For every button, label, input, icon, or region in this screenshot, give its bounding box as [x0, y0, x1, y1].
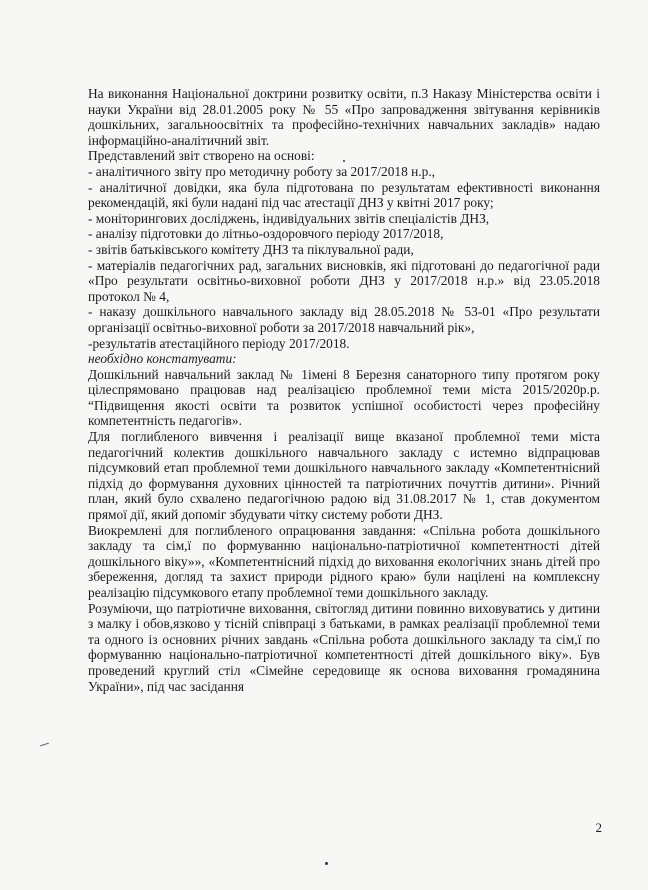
list-item-parent-committee: - звітів батьківського комітету ДНЗ та піклувальної ради,: [88, 241, 414, 257]
paragraph-intro: На виконання Національної доктрини розвитку освіти, п.3 Наказу Міністерства освіти і науки України від 28.01.2005 року № 55 «Про запровадження звітування керівників дошкільних, загальноосвітніх та професійно-технічних навчальних закладів» надаю інформаційно-аналітичний звіт.: [88, 86, 600, 148]
list-item-pedagogical-councils: - матеріалів педагогічних рад, загальних висновків, які підготовані до педагогічної ради «Про результати освітньо-виховної роботи ДНЗ у 2017/2018 н.р.» від 23.05.2018 протокол № 4,: [88, 257, 600, 304]
scan-speck: [325, 862, 328, 865]
page-number: 2: [595, 820, 602, 835]
list-item-attestation: -результатів атестаційного періоду 2017/2018.: [88, 335, 350, 351]
list-item-monitoring: - моніторингових досліджень, індивідуальних звітів спеціалістів ДНЗ,: [88, 210, 490, 226]
paragraph-problem-theme: Для поглибленого вивчення і реалізації вище вказаної проблемної теми міста педагогічний колектив дошкільного навчального закладу с истемно відпрацював підсумковий етап проблемної теми дошкільного навчального закладу «Компетентнісний підхід до формування духовних цінностей та патріотичних почуттів дитини». Річний план, який було схвалено педагогічною радою від 31.08.2017 № 1, став документом прямої дії, який допоміг збудувати чітку систему роботи ДНЗ.: [88, 429, 600, 523]
list-item-methodical-report: - аналітичного звіту про методичну роботу за 2017/2018 н.р.,: [88, 163, 436, 179]
paragraph-patriotic-education: Розуміючи, що патріотичне виховання, світогляд дитини повинно виховуватись у дитини з малку і обов,язково у тісній співпраці з батьками, в рамках реалізації проблемної теми та одного із основних річних завдань «Спільна робота дошкільного закладу та сім,ї по формуванню національно-патріотичної компетентності дітей дошкільного віку». Був проведений круглий стіл «Сімейне середовище як основа виховання громадянина України», під час засідання: [88, 600, 600, 694]
list-item-summer-preparation: - аналізу підготовки до літньо-оздоровчого періоду 2017/2018,: [88, 226, 444, 242]
list-item-order: - наказу дошкільного навчального закладу від 28.05.2018 № 53-01 «Про результати організації освітньо-виховної роботи за 2017/2018 навчальний рік»,: [88, 304, 600, 335]
paragraph-conclusion-heading: необхідно констатувати:: [88, 351, 237, 367]
list-item-analytical-note: - аналітичної довідки, яка була підготована по результатам ефективності виконання рекомендацій, які були надані під час атестації ДНЗ у квітні 2017 року;: [88, 179, 600, 211]
paragraph-basis-heading: Представлений звіт створено на основі:: [88, 148, 315, 164]
scan-mark: [40, 743, 49, 747]
paragraph-tasks: Виокремлені для поглибленого опрацювання завдання: «Спільна робота дошкільного закладу та сім,ї по формуванню національно-патріотичної компетентності дітей дошкільного віку»», «Компетентнісний підхід до виховання екологічних знань дітей про збереження, догляд та захист природи рідного краю» були націлені на комплексну реалізацію підсумкового етапу проблемної теми дошкільного закладу.: [88, 522, 600, 600]
paragraph-kindergarten-work: Дошкільний навчальний заклад № 1імені 8 Березня санаторного типу протягом року цілеспрямовано працював над реалізацією проблемної теми міста 2015/2020р.р. “Підвищення якості освіти та розвиток успішної особистості через професійну компетентність педагогів».: [88, 366, 600, 429]
scan-speck: [343, 160, 345, 162]
